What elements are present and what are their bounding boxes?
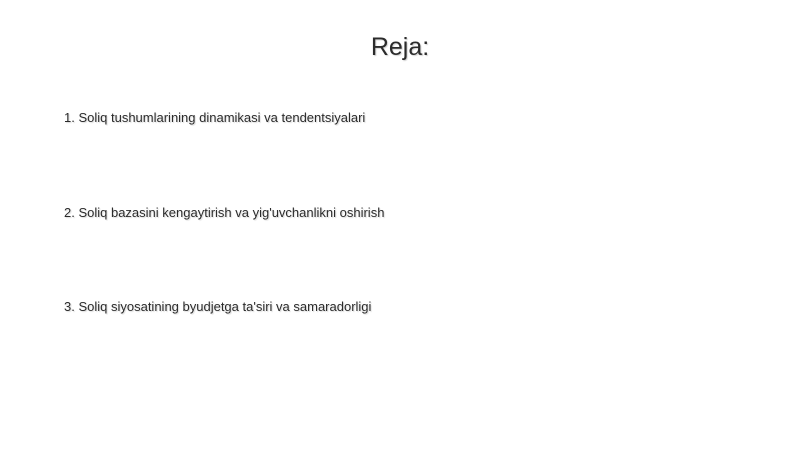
slide-title: Reja:: [370, 33, 430, 61]
plan-item-1: 1. Soliq tushumlarining dinamikasi va tendentsiyalari: [64, 110, 366, 125]
plan-item-2: 2. Soliq bazasini kengaytirish va yig'uvchanlikni oshirish: [64, 205, 385, 220]
plan-item-3: 3. Soliq siyosatining byudjetga ta'siri va samaradorligi: [64, 299, 372, 314]
